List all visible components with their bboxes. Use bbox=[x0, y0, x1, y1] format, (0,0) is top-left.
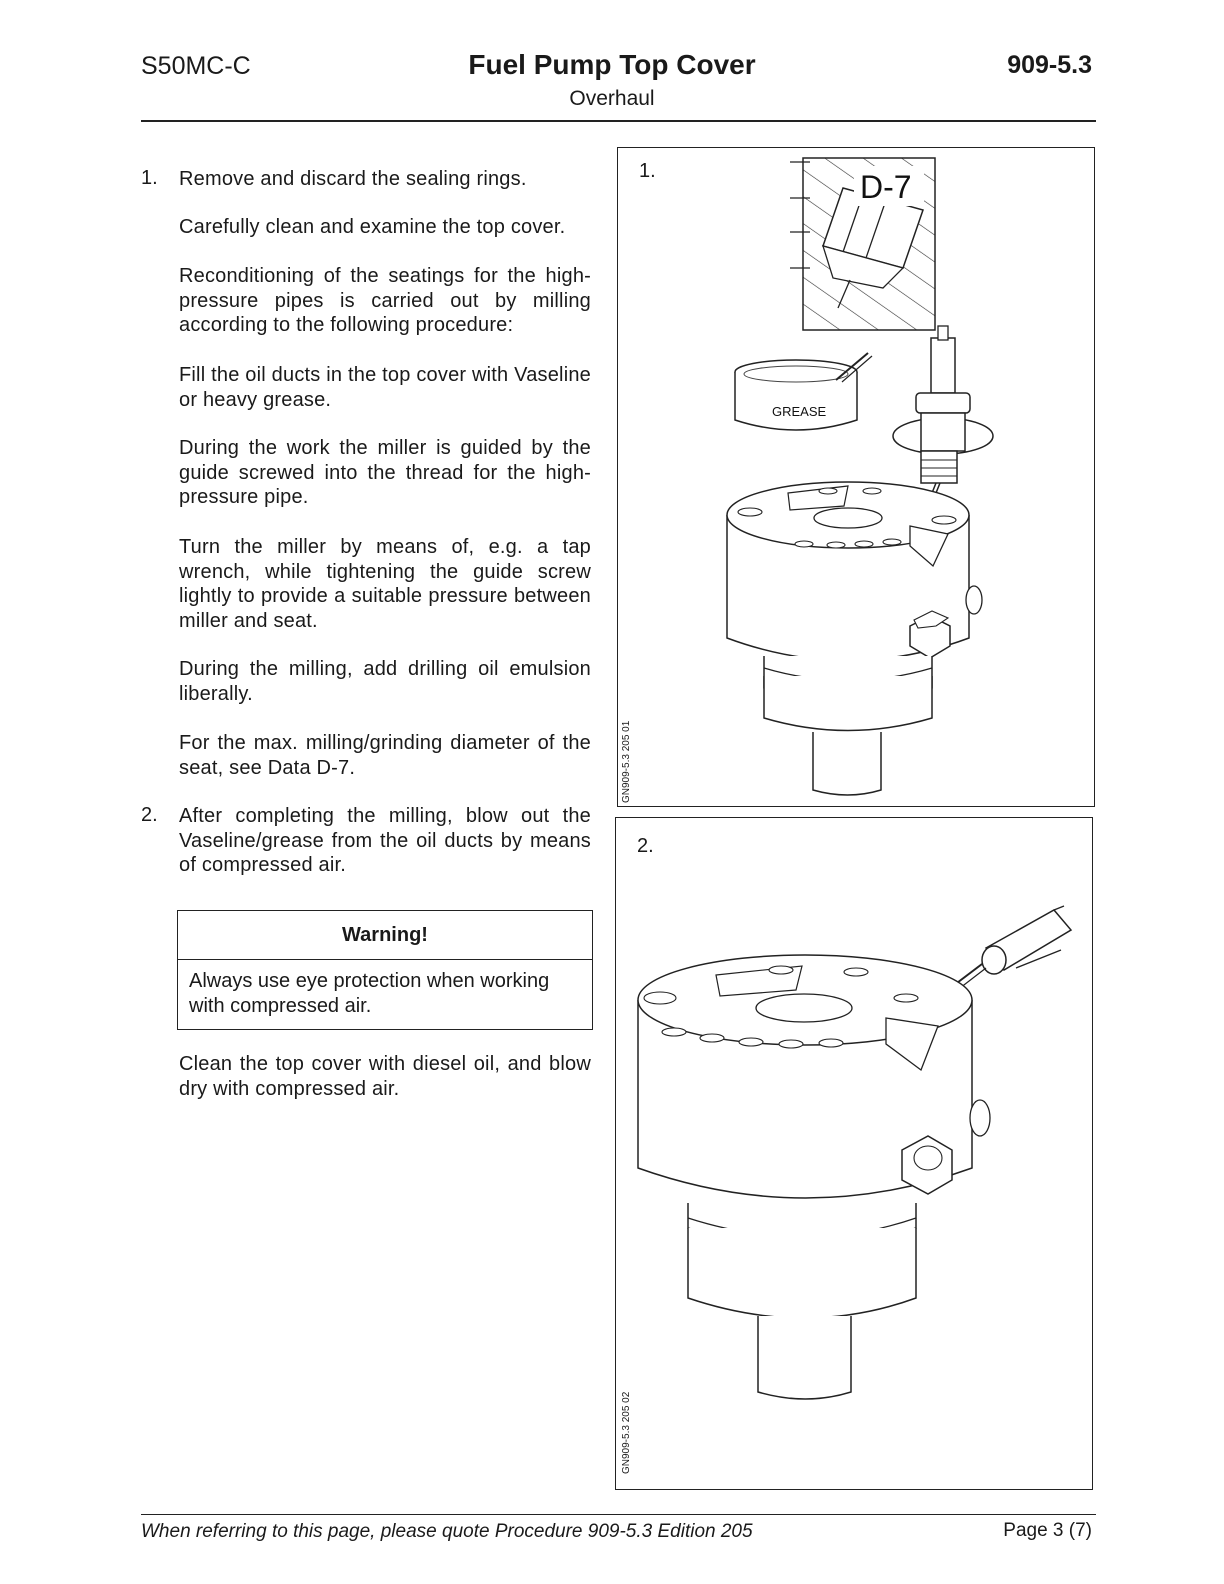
figure-1 bbox=[617, 147, 1095, 807]
figure-code: GN909-5.3 205 01 bbox=[621, 720, 632, 803]
figure-2 bbox=[615, 817, 1093, 1490]
step-paragraph: Carefully clean and examine the top cover. bbox=[179, 216, 566, 238]
footer-rule bbox=[141, 1514, 1096, 1515]
step-paragraph: For the max. milling/grinding diameter of the seat, see Data D-7. bbox=[179, 732, 591, 779]
step-number: 1. bbox=[141, 167, 158, 189]
step-paragraph: Turn the miller by means of, e.g. a tap wrench, while tightening the guide screw lightly to provide a suitable pressure between miller and seat. bbox=[179, 536, 591, 632]
step-paragraph: Reconditioning of the seatings for the high-pressure pipes is carried out by milling according to the following procedure: bbox=[179, 265, 591, 337]
grease-pot-icon bbox=[735, 353, 872, 430]
grease-label: GREASE bbox=[772, 404, 827, 419]
step-paragraph: After completing the milling, blow out the Vaseline/grease from the oil ducts by means of compressed air. bbox=[179, 805, 591, 877]
milling-tool-icon bbox=[893, 326, 993, 508]
step-paragraph: Clean the top cover with diesel oil, and blow dry with compressed air. bbox=[179, 1053, 591, 1100]
compressed-air-cleaning-illustration bbox=[616, 818, 1092, 1489]
page-subtitle: Overhaul bbox=[569, 87, 655, 110]
engine-model: S50MC-C bbox=[141, 52, 251, 80]
top-cover-body bbox=[638, 955, 990, 1399]
step-number: 2. bbox=[141, 804, 158, 826]
header-rule bbox=[141, 120, 1096, 122]
procedure-code: 909-5.3 bbox=[1007, 51, 1092, 79]
page-title: Fuel Pump Top Cover bbox=[468, 49, 756, 80]
step-paragraph: During the work the miller is guided by the guide screwed into the thread for the high-pressure pipe. bbox=[179, 437, 591, 509]
fuel-pump-top-cover-illustration bbox=[618, 148, 1094, 806]
cover-section-detail bbox=[790, 158, 935, 330]
page-number: Page 3 (7) bbox=[1003, 1520, 1092, 1541]
data-d7-label: D-7 bbox=[860, 169, 912, 205]
warning-text: Always use eye protection when working with compressed air. bbox=[189, 970, 550, 1017]
figure-number: 1. bbox=[639, 160, 656, 182]
top-cover-body bbox=[727, 482, 982, 795]
figure-code: GN909-5.3 205 02 bbox=[621, 1391, 632, 1474]
figure-number: 2. bbox=[637, 835, 654, 857]
step-paragraph: Fill the oil ducts in the top cover with Vaseline or heavy grease. bbox=[179, 364, 591, 411]
footer-note: When referring to this page, please quote Procedure 909-5.3 Edition 205 bbox=[141, 1521, 753, 1542]
warning-title: Warning! bbox=[178, 911, 592, 960]
warning-box bbox=[177, 910, 593, 1030]
step-paragraph: During the milling, add drilling oil emulsion liberally. bbox=[179, 658, 591, 705]
step-paragraph: Remove and discard the sealing rings. bbox=[179, 168, 527, 190]
